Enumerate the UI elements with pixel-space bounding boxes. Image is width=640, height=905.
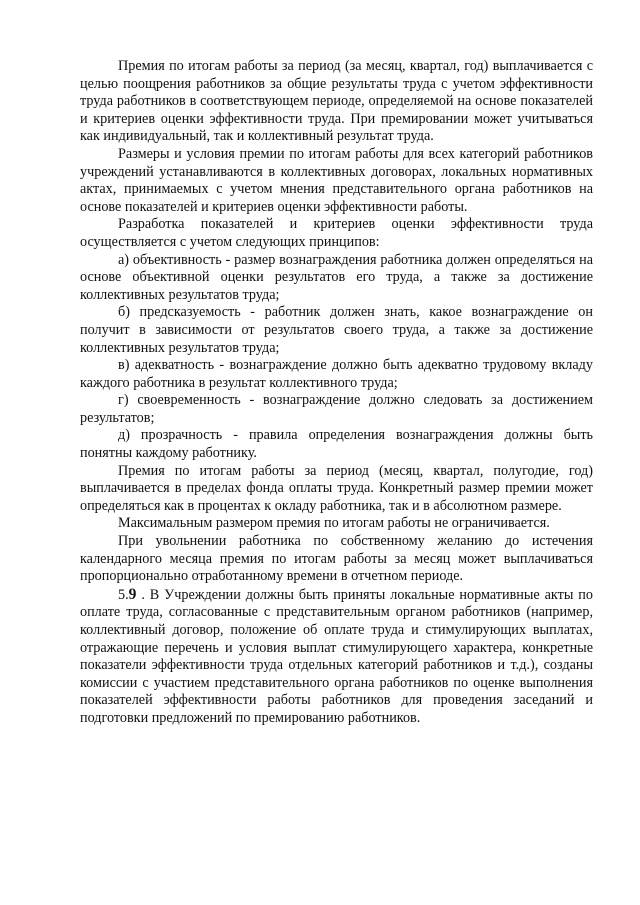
section-5-9 — [80, 586, 593, 728]
paragraph-bonus-period: Премия по итогам работы за период (за месяц, квартал, год) выплачивается с целью поощрения работников за общие результаты труда с учетом эффективности труда работников в соответствующем периоде, определяемой на основе показателей и критериев оценки эффективности труда. При премировании может учитываться как индивидуальный, так и коллективный результат труда. — [80, 58, 593, 145]
paragraph-bonus-maximum: Максимальным размером премия по итогам работы не ограничивается. — [118, 515, 550, 532]
section-number-prefix: 5. — [118, 586, 129, 603]
principle-transparency: д) прозрачность - правила определения вознаграждения должны быть понятны каждому работнику. — [80, 427, 593, 462]
principle-adequacy: в) адекватность - вознаграждение должно быть адекватно трудовому вкладу каждого работника в результат коллективного труда; — [80, 357, 593, 391]
document-page — [80, 58, 593, 728]
paragraph-dismissal: При увольнении работника по собственному желанию до истечения календарного месяца премия по итогам работы за месяц может выплачиваться пропорционально отработанному времени в отчетном периоде. — [80, 533, 593, 585]
principle-timeliness: г) своевременность - вознаграждение должно следовать за достижением результатов; — [80, 392, 593, 426]
principle-predictability: б) предсказуемость - работник должен знать, какое вознаграждение он получит в зависимости от результатов своего труда, а также за достижение коллективных результатов труда; — [80, 304, 593, 356]
section-number-suffix: 9 — [128, 585, 137, 603]
principle-objectivity: а) объективность - размер вознаграждения работника должен определяться на основе объективной оценки результатов его труда, а также за достижение коллективных результатов труда; — [80, 251, 593, 303]
section-5-9-text: . В Учреждении должны быть приняты локальные нормативные акты по оплате труда, согласованные с представительным органом работников (например, коллективный договор, положение об оплате труда и стимулирующих выплатах, отражающие перечень и условия выплат стимулирующего характера, конкретные показатели эффективности труда отдельных категорий работников и т.д.), созданы комиссии с участием представительного органа работников по оценке выполнения показателей эффективности работы работников для проведения заседаний и подготовки предложений по премированию работников. — [80, 586, 593, 726]
paragraph-criteria-principles: Разработка показателей и критериев оценки эффективности труда осуществляется с учетом следующих принципов: — [80, 216, 593, 250]
paragraph-bonus-conditions: Размеры и условия премии по итогам работы для всех категорий работников учреждений устанавливаются в коллективных договорах, локальных нормативных актах, принимаемых с учетом мнения представительного органа работников на основе показателей и критериев оценки эффективности работы. — [80, 145, 593, 215]
paragraph-bonus-fund: Премия по итогам работы за период (месяц, квартал, полугодие, год) выплачивается в пределах фонда оплаты труда. Конкретный размер премии может определяться как в процентах к окладу работника, так и в абсолютном размере. — [80, 462, 593, 514]
section-number — [118, 587, 136, 603]
